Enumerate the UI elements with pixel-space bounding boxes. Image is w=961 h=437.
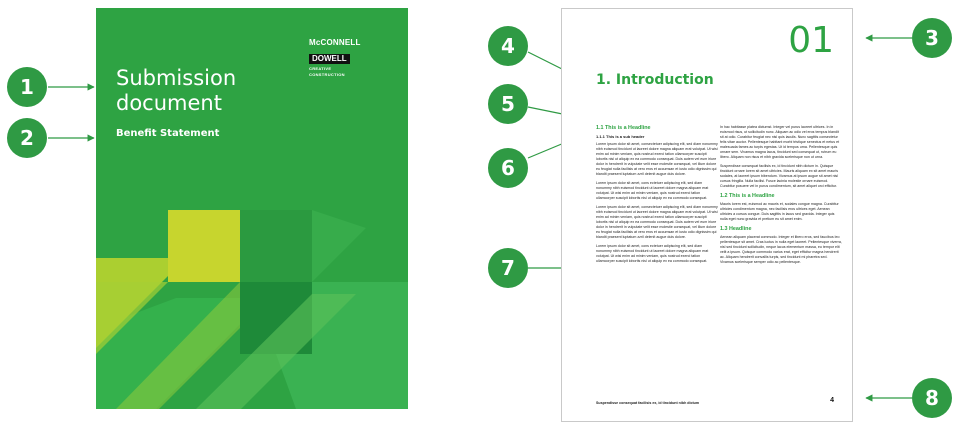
body-paragraph: Lorem ipsum dolor sit amet, cons ectetuer adipiscing elit, sed diam nonummy nibh euismod tincidunt ut laoreet dolore magna aliquam erat volutpat. Ut wisi enim ad minim veniam, quis nostrud exerci tation ullamcorper suscipit lobortis nisl ut aliquip ex ea commodo consequat. <box>596 244 709 263</box>
body-paragraph: Mauris lorem est, euismod ac mauris et, sodales congue magna. Curabitur ultricies condimentum magna, nec facilisis eros ultrices eget. Aenean ultricies a cursus congue. Duis sagittis in lacus sed gravida. Integer quis nulla eget nunc gravida et pretium eu sit amet enim. <box>720 202 839 221</box>
body-paragraph: Suspendisse consequat facilisis ex, id tincidunt nibh dictum in. Quisque tincidunt ornare lorem sit amet ultricies. Mauris aliquam ex sit amet mauris sodales, at laoreet ipsum bibendum. Vivamus at ipsum augue sit amet nisl cursus fringilla. Nulla facilisi. Fusce lacinia molestie ornare euismod. Curabitur posuere vel in purus condimentum, sit amet aliquet orci efficitur. <box>720 164 839 188</box>
callout-1: 1 <box>7 67 47 107</box>
callout-6: 6 <box>488 148 528 188</box>
headline-1-2: 1.2 This is a Headline <box>720 193 775 199</box>
page-footer-number: 4 <box>830 397 834 404</box>
callout-5: 5 <box>488 84 528 124</box>
body-paragraph: Aenean aliquam placerat commodo. Integer et libero eros, sed faucibus leo pellentesque sit amet. Cras luctus in nulla eget laoreet. Pellentesque viverra, nisl sed tincidunt sollicitudin, neque lacus elementum massa, eu tempor elit velit a ipsum. Quisque commodo varius erat, eget efficitur magna hendrerit ac. Aliquam hendrerit convallis turpis, sed tincidunt mi pharetra sed. Vivamus scelerisque semper odio ac pellentesque. <box>720 235 842 264</box>
cover-title: Submission document <box>116 66 237 115</box>
page-footer-text: Suspendisse consequat facilisis ex, id tincidunt nibh dictum <box>596 401 700 405</box>
body-paragraph: Lorem ipsum dolor sit amet, consectetuer adipiscing elit, sed diam nonummy nibh euismod tincidunt ut laoreet dolore magna aliquam erat volutpat. Ut wisi enim ad minim veniam, quis nostrud exerci tation ullamcorper suscipit lobortis nisl ut aliquip ex ea commodo consequat. Duis autem vel eum iriure dolor in hendrerit in vulputate velit esse molestie consequat, vel illum dolore eu feugiat nulla facilisis at vero eros et accumsan et iusto odio dignissim qui blandit praesent luptatum zzril delenit augue duis dolore. <box>596 205 718 239</box>
section-number: 01 <box>788 20 834 61</box>
callout-2: 2 <box>7 118 47 158</box>
inner-page <box>561 8 853 422</box>
callout-7: 7 <box>488 248 528 288</box>
left-column <box>596 125 718 268</box>
logo-line-1: McCONNELL <box>309 38 361 47</box>
logo-line-2: DOWELL <box>309 54 350 64</box>
subheader-1-1-1: 1.1.1 This is a sub header <box>596 134 645 139</box>
logo-line-3: CREATIVE CONSTRUCTION <box>309 66 345 77</box>
body-paragraph: Lorem ipsum dolor sit amet, consectetuer adipiscing elit, sed diam nonummy nibh euismod tincidunt ut laoreet dolore magna aliquam erat volutpat. Ut wisi enim ad minim veniam, quis nostrud exerci tation ullamcorper suscipit lobortis nisl ut aliquip ex ea commodo consequat. Duis autem vel eum iriure dolor in hendrerit in vulputate velit esse molestie consequat, vel illum dolore eu feugiat nulla facilisis at vero eros et accumsan et iusto odio dignissim qui blandit praesent luptatum zzril delenit augue duis dolore. <box>596 142 718 176</box>
cover-page <box>96 8 408 409</box>
callout-3: 3 <box>912 18 952 58</box>
headline-1-3: 1.3 Headline <box>720 226 752 232</box>
callout-8: 8 <box>912 378 952 418</box>
callout-4: 4 <box>488 26 528 66</box>
right-column <box>720 125 842 269</box>
body-paragraph: Lorem ipsum dolor sit amet, cons ectetuer adipiscing elit, sed diam nonummy nibh euismod tincidunt ut laoreet dolore magna aliquam erat volutpat. Ut wisi enim ad minim veniam, quis nostrud exerci tation ullamcorper suscipit lobortis nisl ut aliquip ex ea commodo consequat. <box>596 181 709 200</box>
section-heading: 1. Introduction <box>596 72 714 88</box>
cover-subtitle: Benefit Statement <box>116 128 220 139</box>
body-paragraph: In hac habitasse platea dictumst. Integer vel purus laoreet ultrices. In in euismod risus, ut sollicitudin nunc. Aliquam ac odio vel eros tempus blandit sit at odio. Curabitur feugiat nec nisl quis iaculis. Nunc sagittis consectetur felis vitae auctor. Pellentesque habitant morbi tristique senectus et netus et malesuada fames ac turpis egestas. Ut id tempus urna. Pellentesque quis ornare sem. Vivamus magna lacus, tincidunt sed consequat ut, rutrum eu libero. Aliquam non risus et nibh gravida scelerisque non ut urna. <box>720 125 840 159</box>
headline-1-1: 1.1 This is a Headline <box>596 125 651 131</box>
